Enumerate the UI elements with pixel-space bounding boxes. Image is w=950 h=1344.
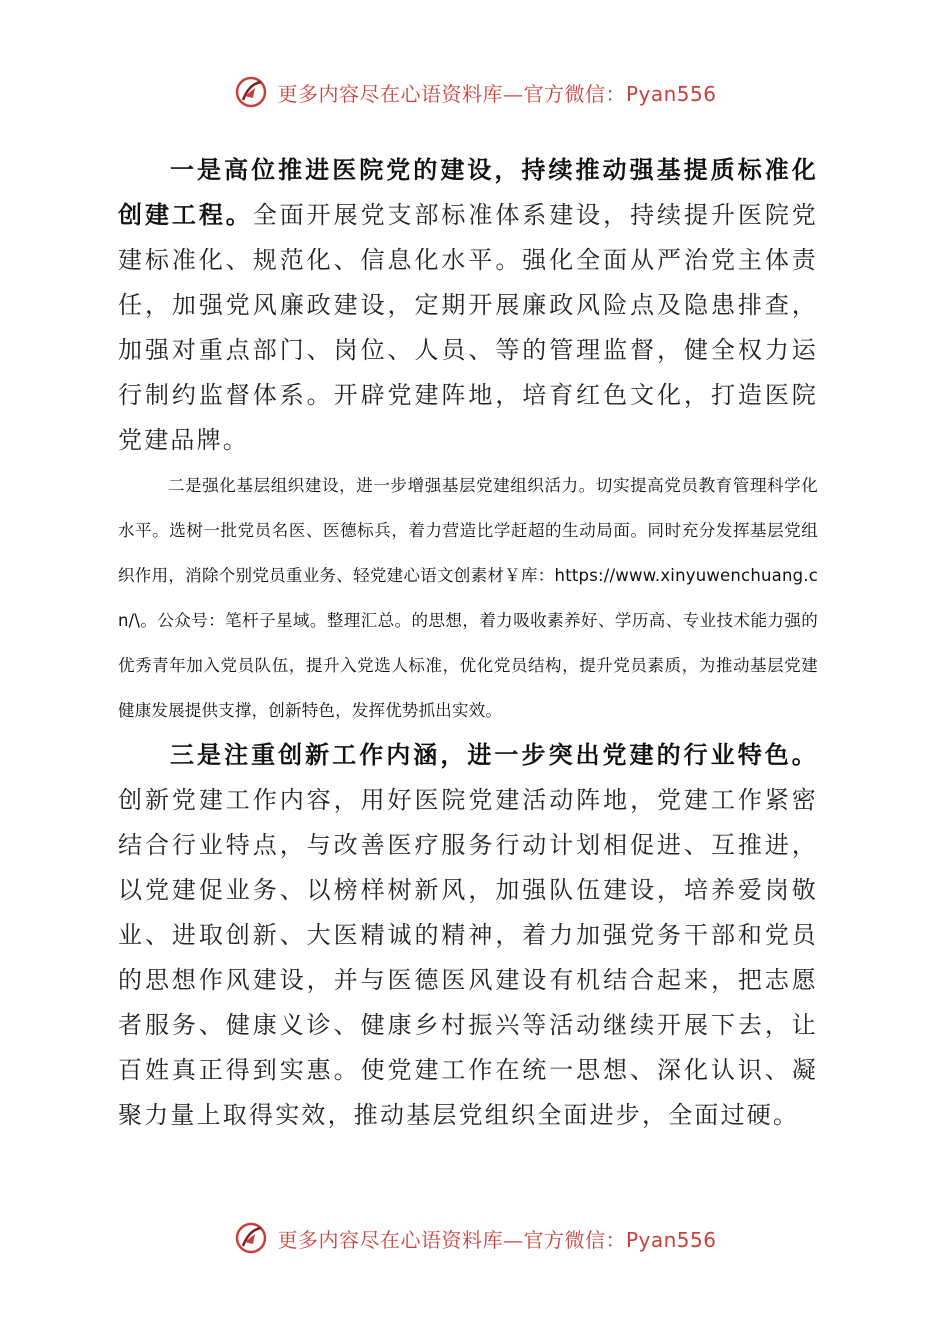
document-body xyxy=(118,148,818,1138)
header-banner xyxy=(0,72,950,112)
paragraph-1 xyxy=(118,148,818,463)
paragraph-1-heading: 一是高位推进医院党的建设，持续推动强基提质标准化创建工程。 xyxy=(118,156,818,229)
footer-logo-icon xyxy=(233,1220,269,1256)
paragraph-3 xyxy=(118,733,818,1138)
header-text: 更多内容尽在心语资料库—官方微信：Pyan556 xyxy=(277,81,717,106)
paragraph-2: 二是强化基层组织建设，进一步增强基层党建组织活力。切实提高党员教育管理科学化水平。选树一批党员名医、医德标兵，着力营造比学赶超的生动局面。同时充分发挥基层党组织作用，消除个别党员重业务、轻党建心语文创素材￥库：https://www.xinyuwenchuang.cn/\。公众号：笔杆子星域。整理汇总。的思想，着力吸收素养好、学历高、专业技术能力强的优秀青年加入党员队伍，提升入党选人标准，优化党员结构，提升党员素质，为推动基层党建健康发展提供支撑，创新特色，发挥优势抓出实效。 xyxy=(118,476,818,720)
brand-logo-icon xyxy=(233,74,269,110)
footer-banner xyxy=(0,1218,950,1258)
paragraph-1-text: 全面开展党支部标准体系建设，持续提升医院党建标准化、规范化、信息化水平。强化全面从严治党主体责任，加强党风廉政建设，定期开展廉政风险点及隐患排查，加强对重点部门、岗位、人员、等的管理监督，健全权力运行制约监督体系。开辟党建阵地，培育红色文化，打造医院党建品牌。 xyxy=(118,201,819,454)
paragraph-3-heading: 三是注重创新工作内涵，进一步突出党建的行业特色。 xyxy=(170,741,818,769)
paragraph-3-text: 创新党建工作内容，用好医院党建活动阵地，党建工作紧密结合行业特点，与改善医疗服务行动计划相促进、互推进，以党建促业务、以榜样树新风，加强队伍建设，培养爱岗敬业、进取创新、大医精诚的精神，着力加强党务干部和党员的思想作风建设，并与医德医风建设有机结合起来，把志愿者服务、健康义诊、健康乡村振兴等活动继续开展下去，让百姓真正得到实惠。使党建工作在统一思想、深化认识、凝聚力量上取得实效，推动基层党组织全面进步，全面过硬。 xyxy=(118,786,818,1129)
footer-text: 更多内容尽在心语资料库—官方微信：Pyan556 xyxy=(277,1227,717,1252)
